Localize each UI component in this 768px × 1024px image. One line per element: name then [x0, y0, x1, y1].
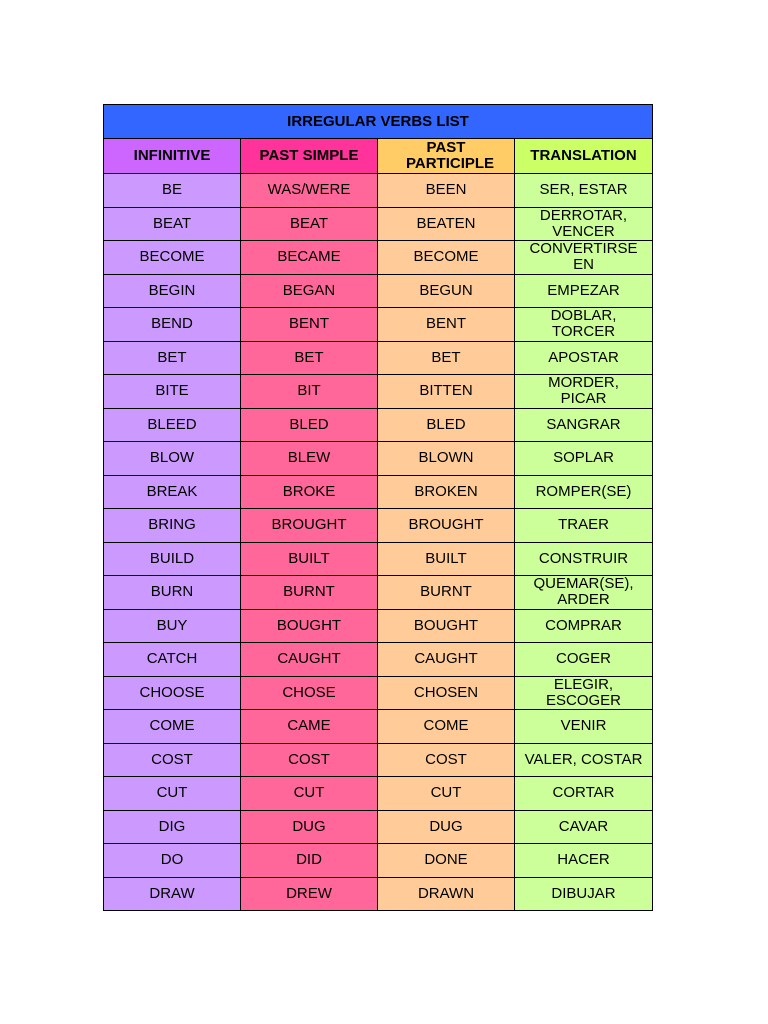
cell-infinitive	[104, 810, 241, 844]
cell-past-participle	[378, 810, 515, 844]
cell-past-simple	[241, 308, 378, 342]
cell-infinitive	[104, 609, 241, 643]
table-row	[104, 375, 653, 409]
cell-infinitive	[104, 341, 241, 375]
cell-past-simple-text: DUG	[292, 817, 326, 835]
cell-past-participle	[378, 375, 515, 409]
cell-infinitive-text: BE	[161, 181, 182, 199]
cell-past-simple	[241, 710, 378, 744]
cell-translation-text: VALER, COSTAR	[524, 750, 643, 768]
cell-past-participle	[378, 777, 515, 811]
header-infinitive: INFINITIVE	[104, 139, 241, 174]
cell-translation	[515, 475, 653, 509]
cell-infinitive	[104, 643, 241, 677]
cell-translation	[515, 710, 653, 744]
table-row	[104, 308, 653, 342]
cell-translation-text: TRAER	[558, 516, 609, 534]
table-row	[104, 710, 653, 744]
header-past-participle	[378, 139, 515, 174]
cell-infinitive-text: BEND	[151, 315, 193, 333]
cell-translation	[515, 241, 653, 275]
cell-past-simple	[241, 676, 378, 710]
cell-infinitive	[104, 408, 241, 442]
cell-past-simple	[241, 743, 378, 777]
cell-translation-text: SANGRAR	[546, 415, 621, 433]
cell-past-participle-text: BEGUN	[419, 281, 473, 299]
table-row	[104, 609, 653, 643]
cell-translation	[515, 341, 653, 375]
cell-past-participle	[378, 442, 515, 476]
cell-past-participle-text: BEATEN	[416, 214, 476, 232]
cell-infinitive-text: BLEED	[147, 415, 197, 433]
cell-past-participle-text: CUT	[430, 784, 462, 802]
table-row	[104, 542, 653, 576]
cell-translation	[515, 777, 653, 811]
cell-infinitive	[104, 308, 241, 342]
cell-infinitive	[104, 241, 241, 275]
cell-infinitive-text: CUT	[156, 784, 188, 802]
cell-translation	[515, 274, 653, 308]
cell-past-simple	[241, 576, 378, 610]
cell-past-simple-text: BEAT	[289, 214, 329, 232]
cell-infinitive	[104, 710, 241, 744]
cell-translation	[515, 743, 653, 777]
table-row	[104, 810, 653, 844]
cell-past-simple	[241, 777, 378, 811]
cell-infinitive-text: BET	[157, 348, 187, 366]
cell-infinitive-text: DIG	[158, 817, 186, 835]
cell-past-simple-text: BECAME	[277, 248, 341, 266]
cell-past-participle-text: BUILT	[425, 549, 467, 567]
cell-past-participle	[378, 844, 515, 878]
table-header-row	[104, 139, 653, 174]
cell-translation-text: HACER	[557, 851, 610, 869]
cell-infinitive-text: COST	[151, 750, 193, 768]
cell-past-simple-text: CHOSE	[282, 683, 336, 701]
header-past-simple: PAST SIMPLE	[241, 139, 378, 174]
cell-past-participle-text: DRAWN	[417, 884, 475, 902]
cell-infinitive-text: BLOW	[149, 449, 195, 467]
cell-past-simple-text: CAME	[287, 717, 331, 735]
cell-past-simple-text: BUILT	[288, 549, 330, 567]
cell-past-simple-text: CAUGHT	[277, 650, 341, 668]
cell-infinitive	[104, 509, 241, 543]
cell-past-participle	[378, 241, 515, 275]
cell-infinitive	[104, 676, 241, 710]
cell-past-simple-text: WAS/WERE	[267, 181, 351, 199]
cell-past-participle	[378, 408, 515, 442]
cell-translation	[515, 308, 653, 342]
cell-past-participle-text: DUG	[429, 817, 463, 835]
cell-translation-text: DOBLAR, TORCER	[550, 307, 617, 341]
cell-past-participle	[378, 308, 515, 342]
cell-translation-text: CONVERTIRSE EN	[529, 240, 638, 274]
table-row	[104, 442, 653, 476]
cell-translation	[515, 609, 653, 643]
cell-translation-text: VENIR	[560, 717, 607, 735]
cell-past-participle	[378, 542, 515, 576]
cell-past-participle	[378, 274, 515, 308]
cell-infinitive-text: DO	[160, 851, 184, 869]
cell-translation-text: COMPRAR	[545, 616, 622, 634]
cell-infinitive-text: CATCH	[146, 650, 198, 668]
cell-translation	[515, 844, 653, 878]
cell-translation	[515, 676, 653, 710]
cell-translation-text: APOSTAR	[548, 348, 619, 366]
cell-past-participle-text: BLOWN	[418, 449, 474, 467]
table-row	[104, 576, 653, 610]
cell-past-participle	[378, 207, 515, 241]
cell-past-participle	[378, 174, 515, 208]
table-title: IRREGULAR VERBS LIST	[104, 105, 653, 139]
cell-infinitive	[104, 877, 241, 911]
cell-past-participle-text: BITTEN	[419, 382, 473, 400]
cell-past-simple-text: BLEW	[287, 449, 331, 467]
cell-translation-text: ELEGIR, ESCOGER	[545, 676, 621, 709]
cell-past-simple-text: BURNT	[283, 583, 335, 601]
cell-past-simple	[241, 810, 378, 844]
cell-past-participle	[378, 509, 515, 543]
table-row	[104, 207, 653, 241]
cell-infinitive	[104, 777, 241, 811]
cell-infinitive-text: BITE	[155, 382, 189, 400]
table-row	[104, 475, 653, 509]
cell-past-participle-text: BOUGHT	[413, 616, 479, 634]
cell-past-participle-text: COST	[425, 750, 467, 768]
cell-infinitive-text: COME	[149, 717, 195, 735]
cell-translation	[515, 542, 653, 576]
irregular-verbs-table	[103, 104, 653, 911]
cell-infinitive	[104, 542, 241, 576]
table-row	[104, 777, 653, 811]
cell-infinitive-text: BUILD	[149, 549, 195, 567]
cell-past-participle-text: BENT	[425, 315, 466, 333]
table-body	[104, 174, 653, 911]
cell-past-simple	[241, 207, 378, 241]
cell-past-participle	[378, 676, 515, 710]
table-row	[104, 241, 653, 275]
cell-translation-text: DERROTAR, VENCER	[539, 207, 628, 240]
cell-translation-text: MORDER, PICAR	[548, 374, 619, 408]
cell-translation-text: QUEMAR(SE), ARDER	[533, 575, 634, 609]
cell-translation-text: COGER	[555, 650, 611, 668]
cell-translation	[515, 375, 653, 409]
cell-infinitive-text: BEGIN	[148, 281, 196, 299]
cell-past-simple-text: BEGAN	[282, 281, 336, 299]
cell-past-participle-text: BECOME	[413, 248, 479, 266]
cell-infinitive-text: CHOOSE	[139, 683, 205, 701]
cell-translation	[515, 408, 653, 442]
table-row	[104, 844, 653, 878]
cell-past-simple-text: BROUGHT	[271, 516, 347, 534]
cell-past-participle-text: DONE	[424, 851, 468, 869]
cell-translation	[515, 810, 653, 844]
cell-infinitive	[104, 274, 241, 308]
cell-past-simple-text: DID	[296, 851, 322, 869]
cell-past-participle-text: COME	[423, 717, 469, 735]
cell-past-simple	[241, 509, 378, 543]
header-past-participle-label: PAST PARTICIPLE	[406, 139, 495, 172]
cell-infinitive	[104, 743, 241, 777]
cell-infinitive-text: BECOME	[139, 248, 205, 266]
cell-past-simple	[241, 341, 378, 375]
table-row	[104, 676, 653, 710]
cell-translation	[515, 877, 653, 911]
table-row	[104, 274, 653, 308]
cell-past-simple-text: BOUGHT	[276, 616, 342, 634]
cell-past-participle-text: BROUGHT	[408, 516, 484, 534]
header-translation: TRANSLATION	[515, 139, 653, 174]
cell-past-participle	[378, 341, 515, 375]
cell-past-simple	[241, 241, 378, 275]
cell-past-participle	[378, 877, 515, 911]
cell-translation-text: CAVAR	[558, 817, 609, 835]
cell-past-simple	[241, 174, 378, 208]
cell-past-participle	[378, 475, 515, 509]
cell-infinitive	[104, 576, 241, 610]
cell-translation-text: ROMPER(SE)	[535, 482, 632, 500]
cell-past-participle-text: CHOSEN	[413, 683, 479, 701]
cell-past-simple-text: CUT	[293, 784, 325, 802]
cell-past-simple	[241, 408, 378, 442]
cell-infinitive-text: BREAK	[146, 482, 198, 500]
table-row	[104, 743, 653, 777]
cell-infinitive-text: BUY	[156, 616, 188, 634]
cell-past-participle-text: BEEN	[425, 181, 467, 199]
cell-past-simple	[241, 442, 378, 476]
table-row	[104, 877, 653, 911]
cell-translation-text: DIBUJAR	[551, 884, 616, 902]
cell-past-simple-text: BROKE	[282, 482, 336, 500]
cell-past-participle-text: CAUGHT	[414, 650, 478, 668]
table-title-row	[104, 105, 653, 139]
cell-past-simple-text: BENT	[288, 315, 329, 333]
cell-translation	[515, 576, 653, 610]
cell-past-simple-text: BIT	[297, 382, 321, 400]
cell-past-simple	[241, 274, 378, 308]
cell-past-participle	[378, 609, 515, 643]
cell-translation	[515, 643, 653, 677]
table-row	[104, 643, 653, 677]
cell-infinitive	[104, 442, 241, 476]
cell-past-simple	[241, 609, 378, 643]
cell-translation-text: EMPEZAR	[547, 281, 620, 299]
cell-translation-text: SER, ESTAR	[539, 181, 628, 199]
table-row	[104, 341, 653, 375]
cell-past-simple-text: BLED	[289, 415, 329, 433]
cell-past-simple-text: BET	[294, 348, 324, 366]
cell-past-participle-text: BET	[431, 348, 461, 366]
cell-past-simple	[241, 475, 378, 509]
cell-translation-text: SOPLAR	[553, 449, 614, 467]
cell-translation-text: CORTAR	[552, 784, 615, 802]
cell-translation	[515, 207, 653, 241]
cell-past-simple	[241, 375, 378, 409]
cell-past-simple-text: DREW	[286, 884, 332, 902]
cell-past-simple	[241, 844, 378, 878]
cell-past-simple	[241, 542, 378, 576]
cell-infinitive-text: BEAT	[152, 214, 192, 232]
cell-infinitive-text: BURN	[150, 583, 194, 601]
cell-past-simple	[241, 877, 378, 911]
cell-past-participle	[378, 576, 515, 610]
cell-past-simple-text: COST	[288, 750, 330, 768]
cell-past-participle	[378, 710, 515, 744]
cell-infinitive	[104, 174, 241, 208]
cell-infinitive-text: BRING	[148, 516, 196, 534]
cell-past-participle-text: BROKEN	[414, 482, 478, 500]
cell-past-participle-text: BLED	[426, 415, 466, 433]
table-row	[104, 174, 653, 208]
cell-infinitive	[104, 207, 241, 241]
cell-translation	[515, 509, 653, 543]
cell-infinitive-text: DRAW	[149, 884, 195, 902]
cell-past-participle	[378, 643, 515, 677]
cell-past-simple	[241, 643, 378, 677]
cell-past-participle-text: BURNT	[420, 583, 472, 601]
cell-past-participle	[378, 743, 515, 777]
cell-infinitive	[104, 844, 241, 878]
table-row	[104, 408, 653, 442]
cell-infinitive	[104, 475, 241, 509]
cell-translation-text: CONSTRUIR	[538, 549, 629, 567]
cell-translation	[515, 174, 653, 208]
cell-infinitive	[104, 375, 241, 409]
table-row	[104, 509, 653, 543]
cell-translation	[515, 442, 653, 476]
